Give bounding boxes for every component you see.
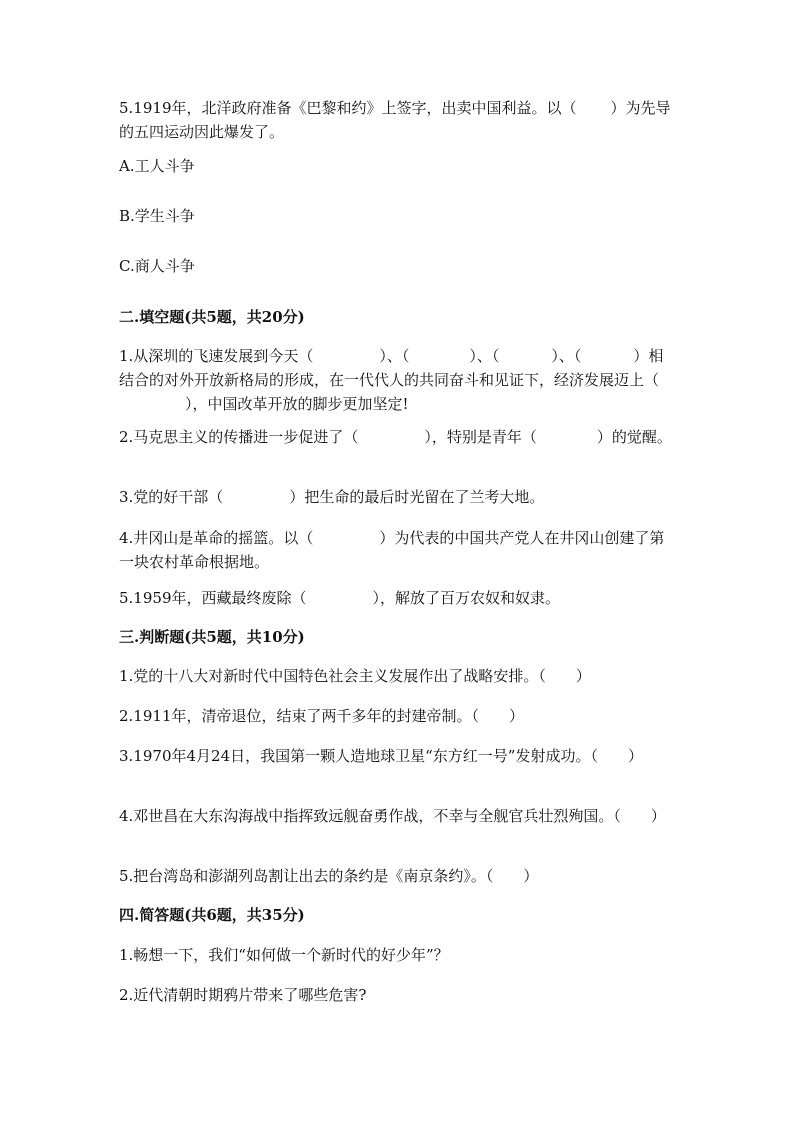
fill-question-1: 1.从深圳的飞速发展到今天（ ）、（ ）、（ ）、（ ）相结合的对外开放新格局的形成，在一代代人的共同奋斗和见证下，经济发展迈上（），中国改革开放的脚步更加坚定! bbox=[119, 347, 664, 413]
option-a: A.工人斗争 bbox=[119, 157, 195, 175]
fill-question-2: 2.马克思主义的传播进一步促进了（ ），特别是青年（ ）的觉醒。 bbox=[119, 428, 672, 446]
short-question-2: 2.近代清朝时期鸦片带来了哪些危害? bbox=[119, 986, 367, 1004]
fill-question-4: 4.井冈山是革命的摇篮。以（ ）为代表的中国共产党人在井冈山创建了第一块农村革命根据地。 bbox=[119, 529, 665, 571]
option-c: C.商人斗争 bbox=[119, 257, 195, 275]
section-heading-judge: 三.判断题(共5题，共10分) bbox=[119, 628, 305, 646]
fill-question-5: 5.1959年，西藏最终废除（ ），解放了百万农奴和奴隶。 bbox=[119, 589, 561, 607]
judge-question-4: 4.邓世昌在大东沟海战中指挥致远舰奋勇作战，不幸与全舰官兵壮烈殉国。（ ） bbox=[119, 807, 666, 825]
section-heading-short: 四.简答题(共6题，共35分) bbox=[119, 906, 305, 924]
judge-question-2: 2.1911年，清帝退位，结束了两千多年的封建帝制。（ ） bbox=[119, 707, 524, 725]
fill-question-3: 3.党的好干部（ ）把生命的最后时光留在了兰考大地。 bbox=[119, 488, 545, 506]
judge-question-1: 1.党的十八大对新时代中国特色社会主义发展作出了战略安排。（ ） bbox=[119, 667, 591, 685]
mc-question-5: 5.1919年，北洋政府准备《巴黎和约》上签字，出卖中国利益。以（ ）为先导的五四运动因此爆发了。 bbox=[119, 99, 671, 141]
judge-question-3: 3.1970年4月24日，我国第一颗人造地球卫星“东方红一号”发射成功。（ ） bbox=[119, 747, 643, 765]
judge-question-5: 5.把台湾岛和澎湖列岛割让出去的条约是《南京条约》。（ ） bbox=[119, 867, 539, 885]
option-b: B.学生斗争 bbox=[119, 207, 195, 225]
section-heading-fill: 二.填空题(共5题，共20分) bbox=[119, 308, 305, 326]
short-question-1: 1.畅想一下，我们“如何做一个新时代的好少年”？ bbox=[119, 946, 449, 964]
